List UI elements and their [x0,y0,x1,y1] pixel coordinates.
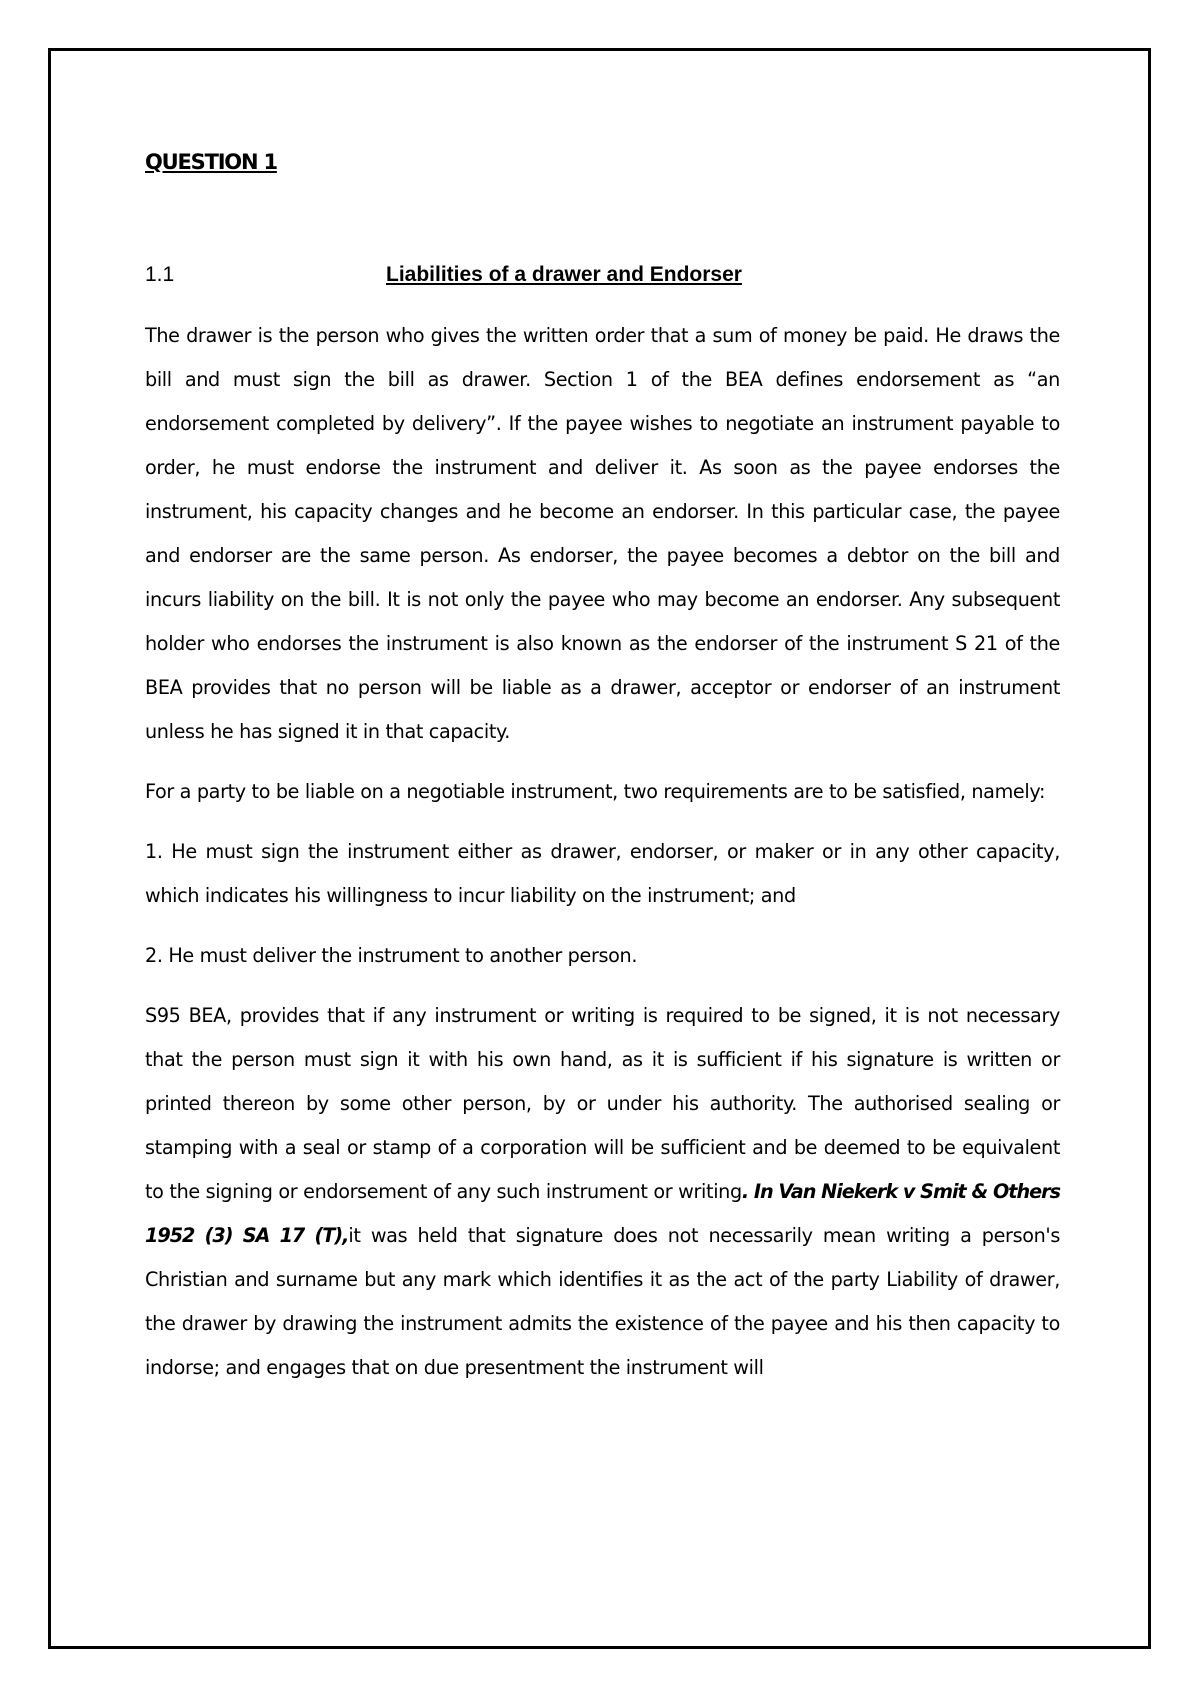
document-body [145,140,1060,1390]
section-title: Liabilities of a drawer and Endorser [386,263,742,286]
case-citation: . In Van Niekerk v Smit & Others 1952 (3) SA 17 (T), [145,1180,1060,1247]
paragraph-drawer-definition: The drawer is the person who gives the written order that a sum of money be paid. He draws the bill and must sign the bill as drawer. Section 1 of the BEA defines endorsement as “an endorsement completed by delivery”. If the payee wishes to negotiate an instrument payable to order, he must endorse the instrument and deliver it. As soon as the payee endorses the instrument, his capacity changes and he become an endorser. In this particular case, the payee and endorser are the same person. As endorser, the payee becomes a debtor on the bill and incurs liability on the bill. It is not only the payee who may become an endorser. Any subsequent holder who endorses the instrument is also known as the endorser of the instrument S 21 of the BEA provides that no person will be liable as a drawer, acceptor or endorser of an instrument unless he has signed it in that capacity. [145,324,1060,743]
section-heading [145,263,1060,293]
paragraph-liability-requirements: For a party to be liable on a negotiable instrument, two requirements are to be satisfied, namely: [145,780,1046,803]
paragraph-signature-s95 [145,994,1060,1390]
list-item-requirement-1: 1. He must sign the instrument either as drawer, endorser, or maker or in any other capacity, which indicates his willingness to incur liability on the instrument; and [145,840,1060,907]
paragraph-text-before-citation: S95 BEA, provides that if any instrument or writing is required to be signed, it is not necessary that the person must sign it with his own hand, as it is sufficient if his signature is written or printed thereon by some other person, by or under his authority. The authorised sealing or stamping with a seal or stamp of a corporation will be sufficient and be deemed to be equivalent to the signing or endorsement of any such instrument or writing [145,1004,1060,1203]
list-item-requirement-2: 2. He must deliver the instrument to another person. [145,944,638,967]
section-number: 1.1 [145,263,175,286]
question-heading: QUESTION 1 [145,150,277,174]
paragraph-text-after-citation: it was held that signature does not necessarily mean writing a person's Christian and surname but any mark which identifies it as the act of the party Liability of drawer, the drawer by drawing the instrument admits the existence of the payee and his then capacity to indorse; and engages that on due presentment the instrument will [145,1224,1060,1379]
